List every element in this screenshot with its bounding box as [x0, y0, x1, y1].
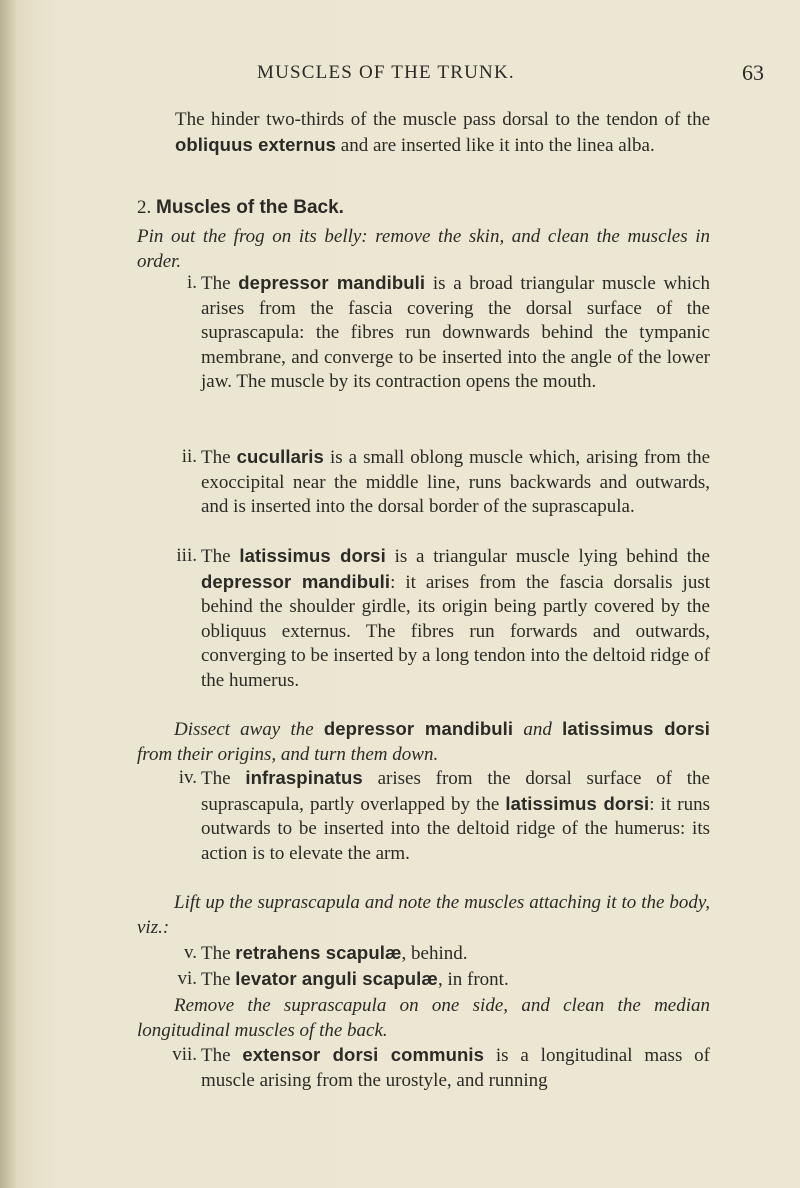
- instruction-text: Dissect away the: [174, 719, 324, 740]
- instruction-text: Pin out the frog on its belly: remove the skin, and clean the muscles in order.: [137, 226, 710, 272]
- text-run: The: [201, 546, 240, 567]
- text-run: The: [201, 447, 237, 468]
- text-run: is a broad triangular muscle which arises from the fascia covering the dorsal surface of the suprascapula: the fibres run downwards behind the tympanic membrane, and converge to be inserted into the angle of the lower jaw. The muscle by its contraction opens the mouth.: [201, 273, 710, 393]
- text-run: arises from the dorsal surface of the suprascapula, partly overlapped by the: [201, 768, 710, 815]
- list-item-iii: [176, 544, 711, 694]
- text-run: and are inserted like it into the linea alba.: [336, 134, 655, 156]
- text-run: is a small oblong muscle which, arising from the exoccipital near the middle line, runs backwards and outwards, and is inserted into the dorsal border of the suprascapula.: [201, 447, 710, 518]
- muscle-term: latissimus dorsi: [562, 718, 710, 739]
- list-numeral: v.: [183, 942, 197, 963]
- instruction-text: Remove the suprascapula on one side, and clean the median longitudinal muscles of the back.: [137, 995, 710, 1041]
- list-numeral: vii.: [172, 1044, 197, 1065]
- text-run: , behind.: [401, 943, 468, 964]
- instruction-text: and: [513, 719, 563, 740]
- list-numeral: vi.: [177, 968, 197, 989]
- muscle-term: levator anguli scapulæ: [235, 968, 438, 989]
- remove-instruction: [137, 994, 710, 1043]
- muscle-term: depressor mandibuli: [238, 272, 426, 293]
- page-header: [0, 62, 800, 92]
- text-run: The hinder two-thirds of the muscle pass dorsal to the tendon of the: [175, 109, 710, 130]
- section-title: Muscles of the Back.: [156, 197, 344, 218]
- instruction-text: from their origins, and turn them down.: [137, 743, 439, 765]
- muscle-term: extensor dorsi communis: [242, 1044, 485, 1065]
- muscle-term: retrahens scapulæ: [235, 942, 402, 963]
- text-run: : it arises from the fascia dorsalis just behind the shoulder girdle, its origin being partly covered by the obliquus externus. The fibres run forwards and outwards, converging to be inserted by a long tendon into the deltoid ridge of the humerus.: [201, 571, 711, 691]
- text-run: The: [201, 943, 236, 964]
- muscle-term: depressor mandibuli: [201, 570, 391, 592]
- muscle-term: infraspinatus: [245, 767, 363, 788]
- page-gutter: [0, 0, 16, 1188]
- text-run: The: [201, 1045, 243, 1066]
- muscle-term: depressor mandibuli: [323, 718, 514, 739]
- dissect-instruction: [137, 717, 710, 767]
- section-number: 2.: [137, 197, 152, 218]
- list-numeral: iv.: [178, 767, 197, 788]
- text-run: , in front.: [437, 969, 509, 990]
- text-run: : it runs outwards to be inserted into the deltoid ridge of the humerus: its action is to elevate the arm.: [201, 793, 711, 864]
- page-number: 63: [742, 60, 764, 85]
- instruction-text: Lift up the suprascapula and note the muscles attaching it to the body, viz.:: [137, 892, 710, 938]
- list-item-i: [186, 271, 710, 395]
- muscle-term: latissimus dorsi: [239, 545, 386, 566]
- intro-paragraph: [175, 108, 710, 158]
- list-numeral: i.: [186, 272, 197, 293]
- running-title: MUSCLES OF THE TRUNK.: [257, 62, 515, 83]
- muscle-term: cucullaris: [236, 446, 324, 467]
- instruction-paragraph: [137, 225, 710, 274]
- text-run: The: [201, 969, 236, 990]
- list-item-vi: [177, 967, 710, 993]
- list-item-vii: [172, 1043, 711, 1093]
- text-run: is a triangular muscle lying behind the: [385, 546, 710, 567]
- list-item-iv: [178, 766, 711, 866]
- text-run: The: [201, 273, 239, 294]
- list-numeral: ii.: [181, 446, 197, 467]
- lift-instruction: [137, 891, 710, 940]
- list-item-v: [183, 941, 710, 967]
- muscle-term: obliquus externus: [175, 133, 337, 155]
- text-run: is a longitudinal mass of muscle arising from the urostyle, and running: [201, 1045, 711, 1091]
- muscle-term: latissimus dorsi: [505, 792, 650, 814]
- section-heading: [137, 196, 710, 221]
- list-item-ii: [181, 445, 710, 520]
- list-numeral: iii.: [176, 545, 197, 566]
- text-run: The: [201, 768, 246, 789]
